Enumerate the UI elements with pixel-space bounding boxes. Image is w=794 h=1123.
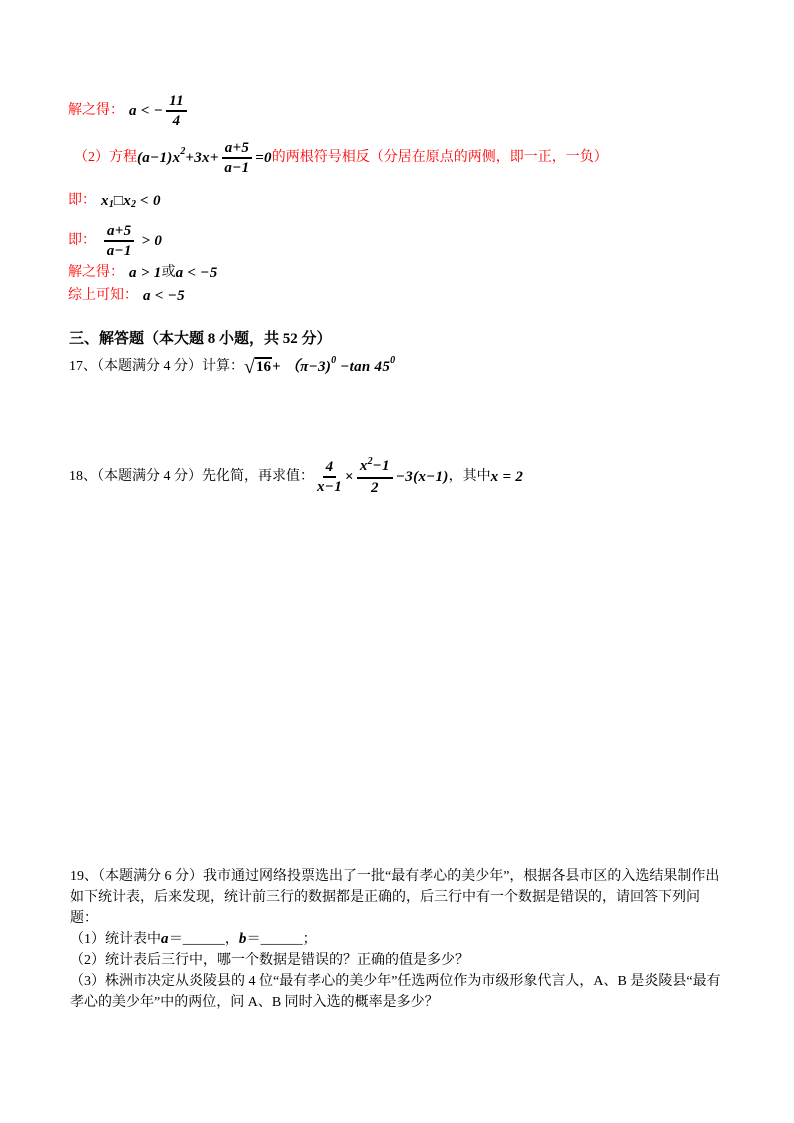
variable-a: a (161, 931, 169, 947)
question-19-intro: 19、（本题满分 6 分）我市通过网络投票选出了一批“最有孝心的美少年”，根据各县市区的入选结果制作出如下统计表，后来发现，统计前三行的数据都是正确的，后三行中有一个数据是错误的，请回答下列问题： (70, 869, 720, 926)
variable-b: b (238, 931, 247, 947)
subscript-1: 1 (108, 199, 114, 210)
part2-term3: =0 (255, 150, 272, 166)
item1-end: ； (302, 932, 317, 947)
fraction-numerator: a+5 (104, 223, 134, 242)
fraction-4-x1 (317, 459, 342, 495)
step-ji1-line (68, 191, 161, 211)
part2-term1: (a−1)x (137, 150, 181, 166)
fraction-denominator: 2 (370, 480, 379, 496)
step-solve-label: 解之得： (68, 265, 124, 280)
q17-term2: −tan 45 (336, 359, 391, 375)
answer-blank-a: ＝______ (168, 932, 225, 947)
sqrt-16 (244, 357, 272, 377)
conclusion-math: a < −5 (143, 288, 185, 304)
fraction-x2m1-2 (357, 458, 393, 496)
step-ji1-inequality: < 0 (136, 193, 161, 209)
q17-exponent-2: 0 (390, 355, 396, 366)
fraction-denominator: a−1 (106, 243, 132, 259)
step-ji1-label: 即： (68, 193, 96, 208)
conclusion-label: 综上可知： (68, 288, 138, 303)
solution-a-line (68, 93, 190, 129)
conclusion-line (68, 286, 185, 306)
q17-term1: + （π−3) (271, 359, 332, 375)
fraction-denominator: 4 (172, 113, 181, 129)
solve-range-1: a > 1 (129, 265, 162, 281)
fraction-denominator: x−1 (317, 479, 342, 495)
fraction-numerator: a+5 (222, 140, 252, 159)
part2-suffix: 的两根符号相反（分居在原点的两侧，即一正，一负） (271, 150, 608, 165)
section3-heading: 三、解答题（本大题 8 小题，共 52 分） (69, 331, 332, 347)
times-operator: × (345, 469, 354, 485)
fraction-11-4 (166, 93, 187, 129)
q17-exponent-1: 0 (331, 355, 337, 366)
q18-substitution: x = 2 (490, 469, 524, 485)
part2-line (74, 140, 608, 176)
part2-exponent: 2 (180, 146, 186, 157)
variable-x2: x (123, 193, 131, 209)
fraction-numerator (357, 458, 393, 479)
step-ji2-label: 即： (68, 233, 96, 248)
num-rest: −1 (372, 458, 390, 474)
question-18-line (69, 458, 523, 496)
fraction-numerator: 11 (166, 93, 187, 112)
fraction-numerator: 4 (323, 459, 337, 478)
q18-connector-text: ，其中 (448, 469, 491, 484)
q18-term1: −3(x−1) (395, 469, 449, 485)
solution-a-expression: a < − (129, 103, 164, 119)
question-19-block (70, 866, 722, 1013)
solution-a-label: 解之得： (68, 103, 124, 118)
step-solve-line (68, 263, 218, 283)
solve-range-2: a < −5 (175, 265, 218, 281)
fraction-denominator: a−1 (224, 160, 250, 176)
question-19-item1 (70, 929, 722, 950)
num-exponent: 2 (367, 456, 373, 467)
or-word: 或 (161, 265, 176, 280)
missing-glyph-box: □ (113, 193, 124, 209)
step-ji2-line (68, 223, 162, 259)
question-17-label: 17、（本题满分 4 分）计算： (69, 359, 244, 374)
num-base: x (359, 458, 368, 474)
question-18-label: 18、（本题满分 4 分）先化简，再求值： (69, 469, 314, 484)
variable-x1: x (101, 193, 109, 209)
part2-term2: +3x+ (185, 150, 219, 166)
subscript-2: 2 (131, 199, 136, 210)
answer-blank-b: ＝______ (246, 932, 303, 947)
radicand: 16 (255, 359, 271, 375)
question-19-item2: （2）统计表后三行中，哪一个数据是错误的？正确的值是多少？ (70, 953, 469, 968)
radical-sign: √ (244, 356, 255, 378)
step-ji2-inequality: > 0 (137, 233, 163, 249)
item1-comma: ， (224, 932, 239, 947)
item1-text: （1）统计表中 (70, 932, 161, 947)
fraction-a5-a1 (104, 223, 134, 259)
question-19-item3: （3）株洲市决定从炎陵县的 4 位“最有孝心的美少年”任选两位作为市级形象代言人，A、B 是炎陵县“最有孝心的美少年”中的两位，问 A、B 同时入选的概率是多少？ (70, 974, 721, 1010)
part2-prefix: （2）方程 (74, 150, 137, 165)
question-17-line (69, 357, 395, 377)
fraction-a5-a1 (222, 140, 252, 176)
